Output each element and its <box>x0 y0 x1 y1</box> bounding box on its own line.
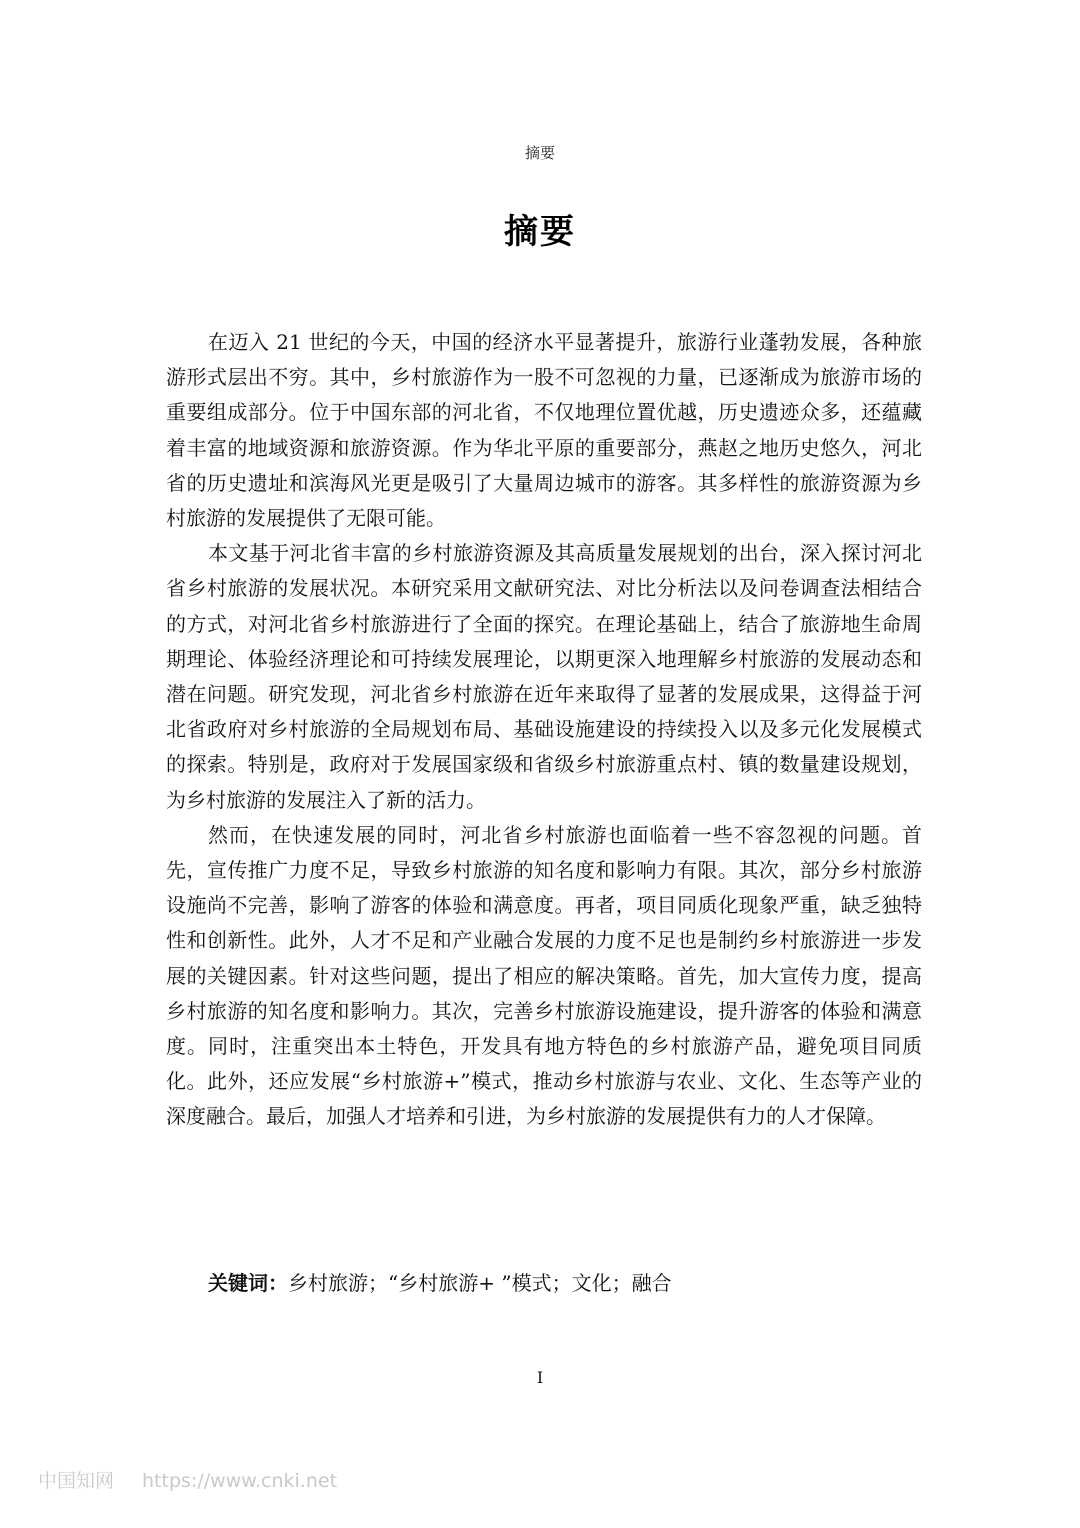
abstract-paragraph-3: 然而，在快速发展的同时，河北省乡村旅游也面临着一些不容忽视的问题。首先，宣传推广力度不足，导致乡村旅游的知名度和影响力有限。其次，部分乡村旅游设施尚不完善，影响了游客的体验和满意度。再者，项目同质化现象严重，缺乏独特性和创新性。此外，人才不足和产业融合发展的力度不足也是制约乡村旅游进一步发展的关键因素。针对这些问题，提出了相应的解决策略。首先，加大宣传力度，提高乡村旅游的知名度和影响力。其次，完善乡村旅游设施建设，提升游客的体验和满意度。同时，注重突出本土特色，开发具有地方特色的乡村旅游产品，避免项目同质化。此外，还应发展“乡村旅游+”模式，推动乡村旅游与农业、文化、生态等产业的深度融合。最后，加强人才培养和引进，为乡村旅游的发展提供有力的人才保障。 <box>166 822 922 1129</box>
keywords-line <box>208 1266 922 1301</box>
abstract-paragraph-2: 本文基于河北省丰富的乡村旅游资源及其高质量发展规划的出台，深入探讨河北省乡村旅游的发展状况。本研究采用文献研究法、对比分析法以及问卷调查法相结合的方式，对河北省乡村旅游进行了全面的探究。在理论基础上，结合了旅游地生命周期理论、体验经济理论和可持续发展理论，以期更深入地理解乡村旅游的发展动态和潜在问题。研究发现，河北省乡村旅游在近年来取得了显著的发展成果，这得益于河北省政府对乡村旅游的全局规划布局、基础设施建设的持续投入以及多元化发展模式的探索。特别是，政府对于发展国家级和省级乡村旅游重点村、镇的数量建设规划，为乡村旅游的发展注入了新的活力。 <box>166 541 922 812</box>
abstract-body <box>166 325 922 1135</box>
running-header: 摘要 <box>524 144 555 162</box>
watermark-url: https://www.cnki.net <box>142 1470 338 1492</box>
page-number: I <box>536 1368 544 1387</box>
keywords-label: 关键词： <box>208 1271 288 1295</box>
watermark-brand: 中国知网 <box>38 1470 115 1492</box>
abstract-paragraph-1: 在迈入 21 世纪的今天，中国的经济水平显著提升，旅游行业蓬勃发展，各种旅游形式层出不穷。其中，乡村旅游作为一股不可忽视的力量，已逐渐成为旅游市场的重要组成部分。位于中国东部的河北省，不仅地理位置优越，历史遗迹众多，还蕴藏着丰富的地域资源和旅游资源。作为华北平原的重要部分，燕赵之地历史悠久，河北省的历史遗址和滨海风光更是吸引了大量周边城市的游客。其多样性的旅游资源为乡村旅游的发展提供了无限可能。 <box>166 330 922 531</box>
cnki-watermark <box>38 1466 337 1493</box>
page-title: 摘要 <box>504 212 576 252</box>
keywords-text: 乡村旅游；“乡村旅游+ ”模式；文化；融合 <box>288 1271 672 1295</box>
